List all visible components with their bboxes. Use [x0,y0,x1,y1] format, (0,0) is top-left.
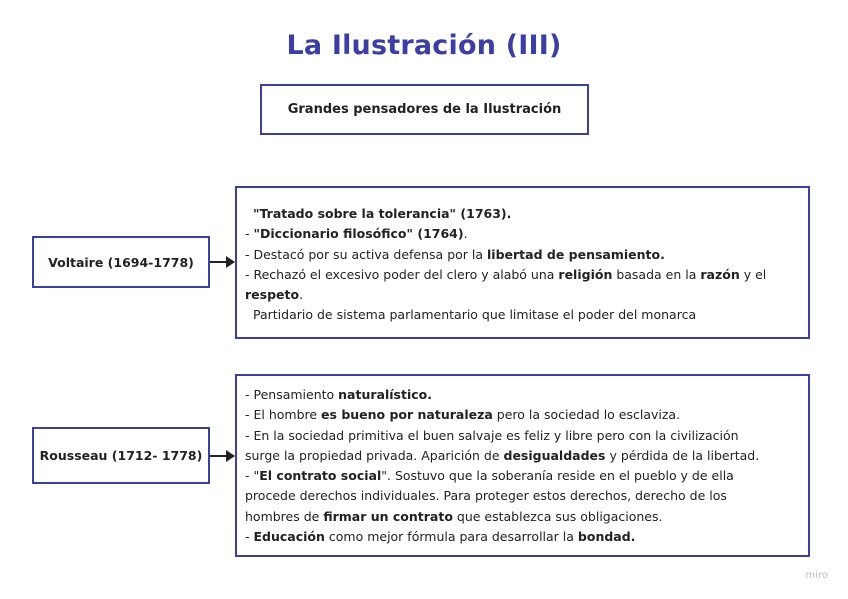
detail-line [245,405,800,425]
detail-line [245,204,800,224]
plain-text: procede derechos individuales. Para proteger estos derechos, derecho de los [245,488,727,504]
bold-text: es bueno por naturaleza [321,407,493,423]
rousseau-name: Rousseau (1712- 1778) [39,448,203,463]
plain-text: surge la propiedad privada. Aparición de [245,447,504,463]
voltaire-details-text [245,204,800,326]
detail-line [245,285,800,305]
plain-text: - Rechazó el excesivo poder del clero y alabó una [245,266,559,282]
bold-text: El contrato social [259,468,382,484]
center-topic-box [260,84,589,135]
voltaire-details-box [235,186,810,339]
bold-text: firmar un contrato [323,508,453,524]
plain-text: - " [245,468,260,484]
bold-text: razón [700,266,740,282]
rousseau-details-text [245,385,800,547]
bold-text: desigualdades [503,447,606,463]
bold-text: bondad. [577,529,636,545]
detail-line [245,466,800,486]
plain-text: pero la sociedad lo esclaviza. [492,407,681,423]
plain-text: - El hombre [245,407,322,423]
detail-line [245,224,800,244]
voltaire-arrow [210,261,234,263]
plain-text: . [463,226,468,242]
bold-text: religión [558,266,613,282]
detail-line [245,527,800,547]
miro-watermark: miro [805,570,828,581]
rousseau-arrow [210,455,234,457]
plain-text: - Destacó por su activa defensa por la [245,246,487,262]
bold-text: respeto [245,287,300,303]
rousseau-node [32,427,210,484]
detail-line [245,426,800,446]
bold-text: naturalístico. [338,387,432,402]
plain-text: - Pensamiento [245,387,339,402]
plain-text: - [245,529,254,545]
center-topic-label: Grandes pensadores de la Ilustración [287,102,562,117]
diagram-title: La Ilustración (III) [286,30,562,61]
plain-text: como mejor fórmula para desarrollar la [324,529,578,545]
detail-line [245,305,800,325]
bold-text: Educación [253,529,325,545]
voltaire-node [32,236,210,288]
detail-line [245,446,800,466]
plain-text: y pérdida de la libertad. [605,447,760,463]
plain-text: Partidario de sistema parlamentario que limitase el poder del monarca [253,307,697,323]
plain-text: que establezca sus obligaciones. [452,508,663,524]
voltaire-name: Voltaire (1694-1778) [48,254,194,270]
bold-text: libertad de pensamiento. [487,246,665,262]
plain-text: basada en la [612,266,701,282]
plain-text: hombres de [245,508,324,524]
detail-line [245,265,800,285]
plain-text: - En la sociedad primitiva el buen salvaje es feliz y libre pero con la civilización [245,427,739,443]
bold-text: "Tratado sobre la tolerancia" (1763). [253,206,512,221]
detail-line [245,245,800,265]
plain-text: y el [739,266,767,282]
bold-text: "Diccionario filosófico" (1764) [253,226,464,242]
plain-text: - [245,226,254,242]
detail-line [245,385,800,405]
rousseau-details-box [235,374,810,557]
plain-text: ". Sostuvo que la soberanía reside en el pueblo y de ella [381,468,734,484]
detail-line [245,507,800,527]
detail-line [245,486,800,506]
plain-text: . [299,287,304,303]
